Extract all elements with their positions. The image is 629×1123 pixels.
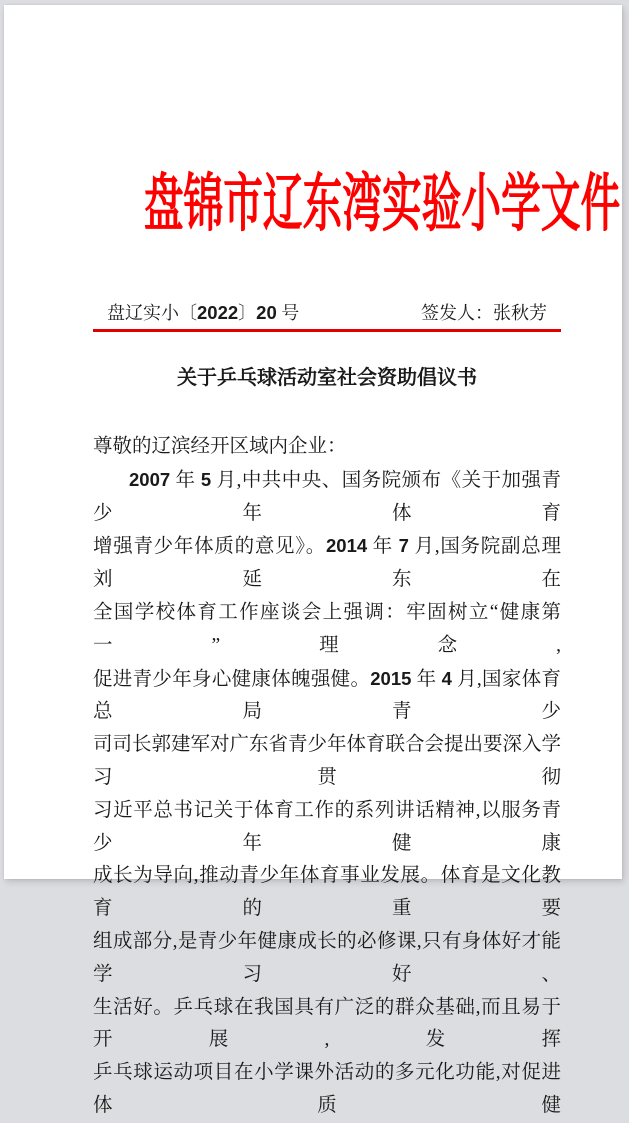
body-line: 增强青少年体质的意见》。2014 年 7 月,国务院副总理刘延东在 <box>93 535 561 591</box>
document-page <box>4 5 622 1116</box>
body-lines <box>93 464 561 1123</box>
doc-number: 盘辽实小〔2022〕20 号 <box>107 302 300 323</box>
red-divider-line <box>93 329 561 332</box>
body-line: 2007 年 5 月,中共中央、国务院颁布《关于加强青少年体育 <box>93 468 561 524</box>
doc-number-row <box>93 301 561 325</box>
body-line: 司司长郭建军对广东省青少年体育联合会提出要深入学习贯彻 <box>93 734 562 788</box>
body-line: 组成部分,是青少年健康成长的必修课,只有身体好才能学习好、 <box>93 930 561 985</box>
document-header-title-text: 盘锦市辽东湾实验小学文件 <box>143 169 621 239</box>
salutation: 尊敬的辽滨经开区域内企业： <box>93 436 347 457</box>
body-line: 习近平总书记关于体育工作的系列讲话精神,以服务青少年健康 <box>93 799 561 854</box>
body-line: 全国学校体育工作座谈会上强调：牢固树立“健康第一”理念, <box>93 601 561 656</box>
issuer: 签发人：张秋芳 <box>421 303 547 323</box>
document-title: 关于乒乓球活动室社会资助倡议书 <box>177 367 477 389</box>
document-header-title <box>4 169 622 239</box>
body-line: 生活好。乒乓球在我国具有广泛的群众基础,而且易于开展,发挥 <box>93 996 561 1051</box>
body-paragraph <box>93 431 561 1123</box>
body-line: 乒乓球运动项目在小学课外活动的多元化功能,对促进体质健 <box>93 1062 561 1116</box>
body-line: 成长为导向,推动青少年体育事业发展。体育是文化教育的重要 <box>93 865 561 920</box>
body-line: 促进青少年身心健康体魄强健。2015 年 4 月,国家体育总局青少 <box>93 667 561 723</box>
